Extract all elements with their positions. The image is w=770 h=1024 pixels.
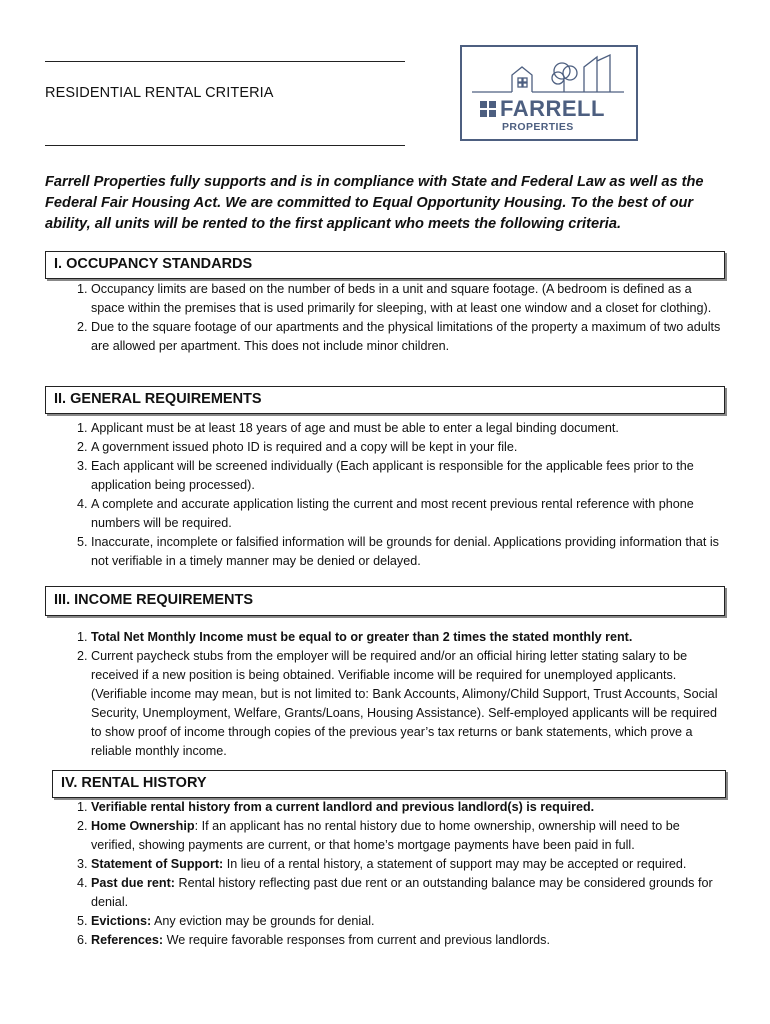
list-item: 4. Past due rent: Rental history reflecting past due rent or an outstanding balance may be considered grounds for denial. [91,874,725,912]
section-heading-general: II. GENERAL REQUIREMENTS [45,386,725,414]
list-item: 3. Each applicant will be screened individually (Each applicant is responsible for the applicable fees prior to the application being processed). [91,457,725,495]
document-title: RESIDENTIAL RENTAL CRITERIA [45,85,274,101]
section-heading-rental-history: IV. RENTAL HISTORY [52,770,726,798]
logo-mark-icon [480,101,496,117]
list-item: 6. References: We require favorable responses from current and previous landlords. [91,931,725,950]
list-item: 1. Applicant must be at least 18 years of age and must be able to enter a legal binding document. [91,419,725,438]
farrell-logo [460,45,638,141]
logo-name: FARRELL [500,96,605,121]
income-list [45,628,725,761]
general-list [45,419,725,571]
list-item: 2. Home Ownership: If an applicant has no rental history due to home ownership, ownership will need to be verified, showing payments are current, or that home’s mortgage payments have been paid in full. [91,817,725,855]
list-item: 5. Inaccurate, incomplete or falsified information will be grounds for denial. Applications providing information that is not verifiable in a timely manner may be denied or delayed. [91,533,725,571]
list-item: 1. Total Net Monthly Income must be equal to or greater than 2 times the stated monthly rent. [91,628,725,647]
list-item: 1. Occupancy limits are based on the number of beds in a unit and square footage. (A bedroom is defined as a space within the premises that is used primarily for sleeping, with at least one window and a closet for clothing). [91,280,725,318]
list-item: 4. A complete and accurate application listing the current and most recent previous rental reference with phone numbers will be required. [91,495,725,533]
top-rule [45,61,405,62]
list-item: 3. Statement of Support: In lieu of a rental history, a statement of support may may be accepted or required. [91,855,725,874]
title-rule [45,145,405,146]
occupancy-list [45,280,725,356]
section-heading-occupancy: I. OCCUPANCY STANDARDS [45,251,725,279]
list-item: 2. Due to the square footage of our apartments and the physical limitations of the property a maximum of two adults are allowed per apartment. This does not include minor children. [91,318,725,356]
list-item: 5. Evictions: Any eviction may be grounds for denial. [91,912,725,931]
intro-statement: Farrell Properties fully supports and is in compliance with State and Federal Law as well as the Federal Fair Housing Act. We are committed to Equal Opportunity Housing. To the best of our ability, all units will be rented to the first applicant who meets the following criteria. [45,174,704,232]
rental-history-list [45,798,725,950]
list-item: 1. Verifiable rental history from a current landlord and previous landlord(s) is required. [91,798,725,817]
list-item: 2. Current paycheck stubs from the employer will be required and/or an official hiring letter stating salary to be received if a new position is being obtained. Verifiable income will be required for unemployed applicants. (Verifiable income may mean, but is not limited to: Bank Accounts, Alimony/Child Support, Trust Accounts, Social Security, Unemployment, Welfare, Grants/Loans, Housing Assistance). Self-employed applicants will be required to show proof of income through copies of the previous year’s tax returns or bank statements, which prove a reliable monthly income. [91,647,725,761]
logo-subtitle: PROPERTIES [502,121,574,133]
list-item: 2. A government issued photo ID is required and a copy will be kept in your file. [91,438,725,457]
section-heading-income: III. INCOME REQUIREMENTS [45,586,725,616]
houses-icon [472,55,624,92]
